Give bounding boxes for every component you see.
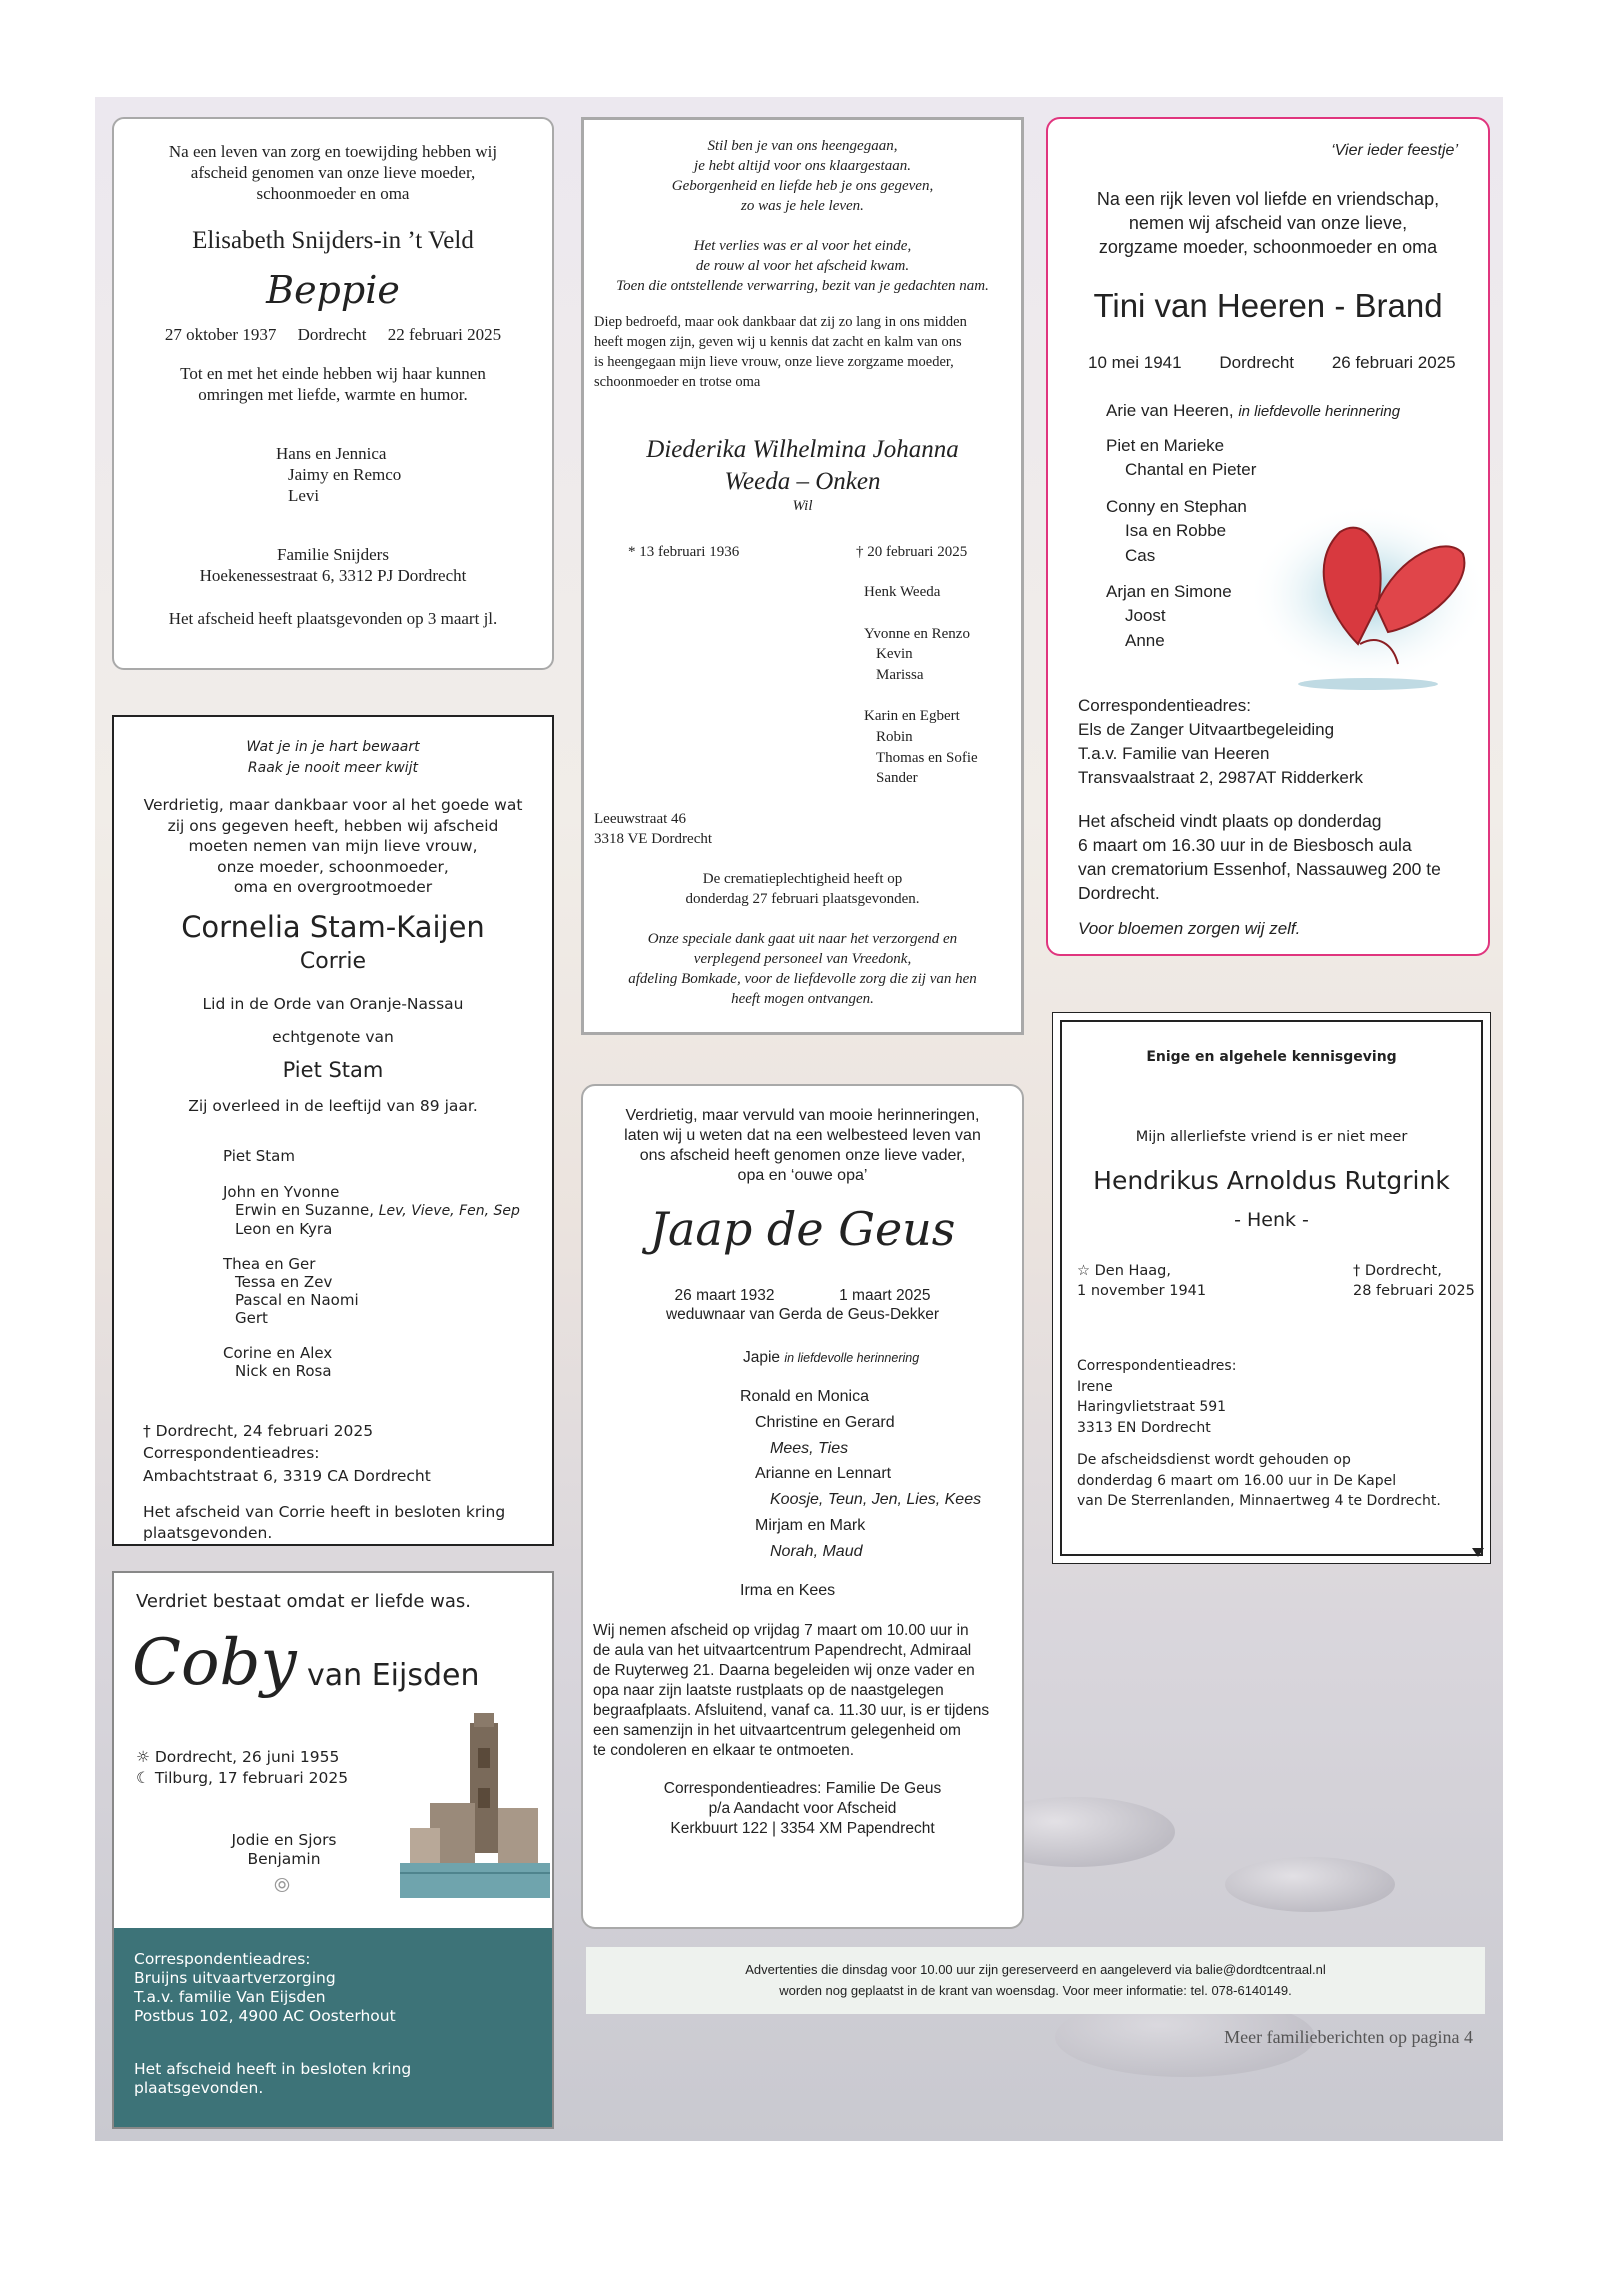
corr-line: Correspondentieadres: Familie De Geus	[663, 1780, 942, 1797]
grandchildren: Lev, Vieve, Fen, Sep	[378, 1203, 520, 1219]
place: Dordrecht	[297, 325, 367, 344]
church-tower-painting	[400, 1708, 550, 1898]
family-line: Joost	[1125, 606, 1166, 626]
ad-diederika-weeda	[581, 117, 1024, 1035]
address: Hoekenessestraat 6, 3312 PJ Dordrecht	[199, 566, 467, 585]
family-line: Piet en Marieke	[1106, 436, 1225, 455]
advertising-notice	[586, 1947, 1485, 2014]
ad-jaap-de-geus	[581, 1084, 1024, 1929]
footer-line: Het afscheid van Corrie heeft in besloten kring	[143, 1503, 506, 1521]
family-line: Gert	[235, 1309, 268, 1327]
farewell-line: opa naar zijn laatste rustplaats op de naastgelegen	[593, 1682, 944, 1699]
service-line: donderdag 6 maart om 16.00 uur in De Kapel	[1077, 1472, 1397, 1489]
farewell-line: de Ruyterweg 21. Daarna begeleiden wij onze vader en	[593, 1662, 975, 1679]
ad-hendrikus-rutgrink	[1052, 1012, 1491, 1564]
intro	[594, 312, 1011, 392]
intro	[583, 1106, 1022, 1186]
memory	[1106, 399, 1400, 424]
spacer	[1106, 568, 1256, 580]
footer	[134, 2060, 411, 2098]
family-line: Cas	[1125, 545, 1156, 565]
death	[1353, 1261, 1475, 1301]
family-line	[864, 685, 1011, 706]
footer	[143, 1502, 505, 1543]
deceased-name: Cornelia Stam-Kaijen	[181, 910, 485, 944]
flowers-note: Voor bloemen zorgen wij zelf.	[1078, 919, 1301, 938]
intro-line: schoonmoeder en trotse oma	[594, 374, 761, 390]
poem-line: zo was je hele leven.	[741, 198, 864, 214]
intro-line: opa en ‘ouwe opa’	[737, 1167, 868, 1184]
family	[223, 1147, 520, 1380]
poem-line: Stil ben je van ons heengegaan,	[707, 138, 898, 154]
family-line: Ronald en Monica	[740, 1388, 869, 1405]
family	[184, 1831, 384, 1869]
motto: ‘Vier ieder feestje’	[1331, 142, 1458, 159]
ad-coby-van-eijsden	[112, 1571, 554, 2129]
spacer	[223, 1238, 520, 1255]
intro-line: oma en overgrootmoeder	[233, 878, 433, 896]
death-date: † 20 februari 2025	[856, 544, 968, 560]
intro	[114, 141, 552, 204]
memory-name: Arie van Heeren,	[1106, 401, 1234, 420]
page-background	[95, 97, 1503, 2141]
corr-line: Haringvlietstraat 591	[1077, 1399, 1227, 1415]
intro	[1048, 187, 1488, 259]
death-date: 26 februari 2025	[1331, 353, 1456, 372]
intro-line: nemen wij afscheid van onze lieve,	[1128, 213, 1408, 233]
dates	[594, 542, 1011, 562]
memory-note: in liefdevolle herinnering	[784, 1351, 920, 1365]
family-line: Hans en Jennica	[276, 444, 387, 463]
correspondence	[1078, 694, 1363, 790]
poem-line: Toen die ontstellende verwarring, bezit van je gedachten nam.	[616, 278, 989, 294]
thanks	[594, 929, 1011, 1009]
ad-elisabeth-snijders	[112, 117, 554, 670]
family-line: John en Yvonne	[223, 1183, 340, 1201]
intro-line: Verdrietig, maar dankbaar voor al het goede wat	[143, 796, 523, 814]
birth-date: 27 oktober 1937	[164, 325, 277, 344]
intro-line: zij ons gegeven heeft, hebben wij afscheid	[167, 816, 499, 835]
family-line: Tessa en Zev	[235, 1273, 333, 1291]
family	[740, 1384, 981, 1565]
birth-date: 26 maart 1932	[674, 1287, 775, 1304]
corr-line: Correspondentieadres:	[143, 1444, 320, 1462]
address-line: Leeuwstraat 46	[594, 810, 687, 827]
butterfly-illustration	[1248, 494, 1488, 694]
stone-decoration	[1225, 1857, 1395, 1912]
corr-line: 3313 EN Dordrecht	[1077, 1419, 1211, 1436]
family-line: Yvonne en Renzo	[864, 625, 970, 642]
family-couple: Erwin en Suzanne,	[235, 1201, 374, 1219]
spacer	[223, 1327, 520, 1344]
family-line: Sander	[876, 770, 918, 787]
family-line: Nick en Rosa	[235, 1362, 332, 1380]
farewell-line: de aula van het uitvaartcentrum Papendrecht, Admiraal	[593, 1642, 972, 1659]
footer-line: Het afscheid heeft in besloten kring	[134, 2060, 412, 2078]
family-line: Karin en Egbert	[864, 708, 960, 725]
nickname: Wil	[792, 498, 813, 514]
info-panel	[114, 1928, 552, 2127]
correspondence	[143, 1443, 431, 1486]
intro-line: ons afscheid heeft genomen onze lieve vader,	[639, 1147, 966, 1164]
intro	[114, 795, 552, 898]
thanks-line: verplegend personeel van Vreedonk,	[693, 950, 912, 967]
corr-line: p/a Aandacht voor Afscheid	[708, 1800, 897, 1817]
family-line: Isa en Robbe	[1125, 521, 1227, 541]
death: ☾ Tilburg, 17 februari 2025	[136, 1769, 349, 1787]
corr-line: Bruijns uitvaartverzorging	[134, 1969, 336, 1987]
farewell	[1078, 809, 1458, 905]
farewell-line: Wij nemen afscheid op vrijdag 7 maart om 10.00 uur in	[593, 1622, 969, 1639]
notice-line: worden nog geplaatst in de krant van woensdag. Voor meer informatie: tel. 078-6140149.	[779, 1983, 1292, 1998]
spouse-name: Piet Stam	[282, 1058, 384, 1082]
age: Zij overleed in de leeftijd van 89 jaar.	[188, 1097, 478, 1115]
family-line: Christine en Gerard	[755, 1413, 895, 1431]
last-name: van Eijsden	[307, 1658, 480, 1693]
family-line: Arjan en Simone	[1106, 582, 1232, 602]
family-line: Thea en Ger	[223, 1255, 316, 1273]
correspondence	[134, 1950, 396, 2026]
first-name: Coby	[132, 1626, 297, 1700]
name-line: Weeda – Onken	[724, 468, 881, 495]
death-date: 22 februari 2025	[387, 325, 502, 344]
corr-line: Els de Zanger Uitvaartbegeleiding	[1078, 720, 1335, 739]
spacer	[1106, 483, 1256, 495]
death-date: 1 maart 2025	[839, 1287, 931, 1304]
poem-line: Geborgenheid en liefde heb je ons gegeven,	[671, 178, 934, 194]
birth	[1077, 1261, 1206, 1301]
birth-date: * 13 februari 1936	[628, 544, 740, 560]
correspondence	[583, 1779, 1022, 1839]
intro-line: onze moeder, schoonmoeder,	[217, 857, 449, 876]
intro-line: schoonmoeder en oma	[256, 184, 410, 203]
ceremony	[594, 869, 1011, 909]
family-line: Mees, Ties	[770, 1439, 849, 1457]
family-line: Robin	[876, 728, 913, 745]
family-line: Henk Weeda	[864, 584, 941, 600]
motto-line: Wat je in je hart bewaart	[246, 739, 420, 755]
memory-note: in liefdevolle herinnering	[1238, 403, 1401, 420]
dates	[1088, 351, 1456, 375]
farewell-line: van crematorium Essenhof, Nassauweg 200 te	[1078, 859, 1441, 879]
family-line: Thomas en Sofie	[876, 749, 978, 766]
corner-arrow-icon	[1472, 1548, 1484, 1557]
corr-line: T.a.v. familie Van Eijsden	[134, 1988, 326, 2006]
intro-line: Verdrietig, maar vervuld van mooie herinneringen,	[625, 1107, 980, 1124]
intro-line: Na een rijk leven vol liefde en vriendschap,	[1096, 189, 1440, 209]
thanks-line: afdeling Bomkade, voor de liefdevolle zorg die zij van hen	[628, 970, 977, 987]
order: Lid in de Orde van Oranje-Nassau	[202, 995, 464, 1013]
poem-line: je hebt altijd voor ons klaargestaan.	[694, 158, 911, 174]
deceased-name: Elisabeth Snijders-in ’t Veld	[192, 227, 474, 254]
ceremony-line: De crematieplechtigheid heeft op	[702, 870, 903, 887]
deceased-name	[594, 434, 1011, 498]
thanks-line: heeft mogen ontvangen.	[731, 990, 874, 1007]
corr-line: Kerkbuurt 122 | 3354 XM Papendrecht	[670, 1820, 935, 1837]
motto	[114, 737, 552, 778]
service-line: van De Sterrenlanden, Minnaertweg 4 te Dordrecht.	[1077, 1493, 1441, 1509]
family-line: Norah, Maud	[770, 1542, 863, 1560]
family-line: Jaimy en Remco	[288, 465, 402, 484]
birth-date: 10 mei 1941	[1088, 353, 1182, 372]
poem-line: Het verlies was er al voor het einde,	[693, 238, 912, 254]
spouse-label: echtgenote van	[272, 1028, 394, 1046]
corr-line: Ambachtstraat 6, 3319 CA Dordrecht	[143, 1466, 431, 1485]
corr-line: Postbus 102, 4900 AC Oosterhout	[134, 2007, 396, 2025]
family-line: Benjamin	[247, 1850, 321, 1868]
place: Dordrecht	[1219, 353, 1295, 372]
corr-line: Irene	[1077, 1378, 1113, 1395]
farewell-line: Het afscheid vindt plaats op donderdag	[1078, 811, 1382, 831]
nickname: - Henk -	[1234, 1209, 1309, 1231]
nickname: Beppie	[266, 268, 400, 312]
intro-line: afscheid genomen van onze lieve moeder,	[190, 163, 476, 182]
ad-tini-van-heeren	[1046, 117, 1490, 956]
deceased-name: Jaap de Geus	[649, 1202, 956, 1256]
birth-line: ☆ Den Haag,	[1077, 1263, 1171, 1279]
widower: weduwnaar van Gerda de Geus-Dekker	[665, 1306, 940, 1323]
motto-line: Raak je nooit meer kwijt	[247, 759, 419, 776]
family-line: Anne	[1125, 630, 1165, 650]
nickname: Corrie	[299, 949, 367, 974]
birth: ☼ Dordrecht, 26 juni 1955	[136, 1748, 340, 1766]
family	[1106, 434, 1256, 653]
intro-line: is heengegaan mijn lieve vrouw, onze lieve zorgzame moeder,	[594, 354, 954, 370]
intro-line: laten wij u weten dat na een welbesteed leven van	[624, 1127, 981, 1144]
family-line: Piet Stam	[223, 1147, 295, 1165]
family-line: Arianne en Lennart	[755, 1465, 892, 1483]
corr-line: Correspondentieadres:	[1077, 1358, 1237, 1374]
address	[594, 809, 1011, 849]
notice-line: Advertenties die dinsdag voor 10.00 uur zijn gereserveerd en aangeleverd via balie@dordtcentraal.nl	[745, 1962, 1326, 1977]
family-line: Mirjam en Mark	[755, 1516, 866, 1534]
intro-line: Diep bedroefd, maar ook dankbaar dat zij zo lang in ons midden	[594, 314, 967, 330]
quote	[114, 363, 552, 405]
teddy-bear-icon: ⦾	[274, 1873, 290, 1897]
intro-line: zorgzame moeder, schoonmoeder en oma	[1098, 237, 1438, 257]
poem-1	[594, 136, 1011, 216]
memory-name: Japie	[743, 1349, 781, 1366]
death-line: 28 februari 2025	[1353, 1283, 1475, 1299]
dates	[583, 1286, 1022, 1306]
intro: Mijn allerliefste vriend is er niet meer	[1135, 1129, 1408, 1145]
family-line: Conny en Stephan	[1106, 496, 1247, 516]
corr-line: T.a.v. Familie van Heeren	[1078, 744, 1270, 763]
farewell	[593, 1621, 1012, 1761]
intro-line: heeft mogen zijn, geven wij u kennis dat zacht en kalm van ons	[594, 334, 962, 350]
footer-line: plaatsgevonden.	[134, 2079, 264, 2097]
more-notices-link[interactable]: Meer familieberichten op pagina 4	[1224, 2027, 1473, 2047]
header: Enige en algehele kennisgeving	[1146, 1049, 1397, 1065]
farewell-line: begraafplaats. Afsluitend, vanaf ca. 11.30 uur, is er tijdens	[593, 1702, 990, 1719]
family-line	[223, 1201, 520, 1220]
family	[594, 582, 1011, 789]
quote-line: omringen met liefde, warmte en humor.	[198, 385, 468, 404]
intro-line: Na een leven van zorg en toewijding hebben wij	[168, 142, 498, 161]
memory	[743, 1348, 919, 1368]
quote-line: Tot en met het einde hebben wij haar kunnen	[180, 364, 486, 383]
intro-line: moeten nemen van mijn lieve vrouw,	[188, 837, 478, 855]
farewell-line: een samenzijn in het uitvaartcentrum gelegenheid om	[593, 1722, 961, 1739]
thanks-line: Onze speciale dank gaat uit naar het verzorgend en	[647, 930, 958, 947]
spacer	[223, 1165, 520, 1183]
farewell-line: Dordrecht.	[1078, 883, 1160, 903]
service	[1077, 1450, 1441, 1512]
corr-line: Correspondentieadres:	[134, 1950, 311, 1968]
footer-line: plaatsgevonden.	[143, 1523, 273, 1542]
family-line: Koosje, Teun, Jen, Lies, Kees	[770, 1491, 982, 1509]
poem-2	[594, 236, 1011, 296]
family-line: Chantal en Pieter	[1125, 460, 1257, 480]
family-last: Irma en Kees	[740, 1582, 836, 1599]
deceased-name: Hendrikus Arnoldus Rutgrink	[1093, 1166, 1450, 1195]
address-line: 3318 VE Dordrecht	[594, 830, 713, 847]
header: Verdriet bestaat omdat er liefde was.	[136, 1591, 471, 1612]
service-line: De afscheidsdienst wordt gehouden op	[1077, 1452, 1351, 1468]
family-line: Jodie en Sjors	[231, 1831, 337, 1849]
family-line: Marissa	[876, 666, 924, 683]
deceased-name: Tini van Heeren - Brand	[1093, 287, 1443, 324]
birth-line: 1 november 1941	[1077, 1283, 1207, 1299]
family-line: Levi	[288, 486, 320, 505]
footer: Het afscheid heeft plaatsgevonden op 3 maart jl.	[168, 609, 498, 628]
ceremony-line: donderdag 27 februari plaatsgevonden.	[685, 890, 920, 907]
dates	[114, 324, 552, 345]
correspondence	[1077, 1356, 1236, 1438]
family-line	[864, 603, 1011, 624]
farewell-line: 6 maart om 16.30 uur in de Biesbosch aula	[1078, 835, 1412, 855]
family-name: Familie Snijders	[277, 545, 389, 564]
ad-cornelia-stam-kaijen	[112, 715, 554, 1546]
corr-line: Correspondentieadres:	[1078, 696, 1251, 715]
death-place: † Dordrecht, 24 februari 2025	[143, 1422, 374, 1440]
name-line: Diederika Wilhelmina Johanna	[646, 436, 959, 463]
family	[114, 443, 552, 506]
family-line: Corine en Alex	[223, 1344, 333, 1362]
poem-line: de rouw al voor het afscheid kwam.	[695, 258, 910, 274]
family-line: Pascal en Naomi	[235, 1291, 359, 1309]
family-line: Kevin	[876, 646, 913, 663]
farewell-line: te condoleren en elkaar te ontmoeten.	[593, 1742, 855, 1759]
family-line: Leon en Kyra	[235, 1220, 333, 1238]
corr-line: Transvaalstraat 2, 2987AT Ridderkerk	[1078, 768, 1364, 787]
death-line: † Dordrecht,	[1353, 1263, 1442, 1279]
